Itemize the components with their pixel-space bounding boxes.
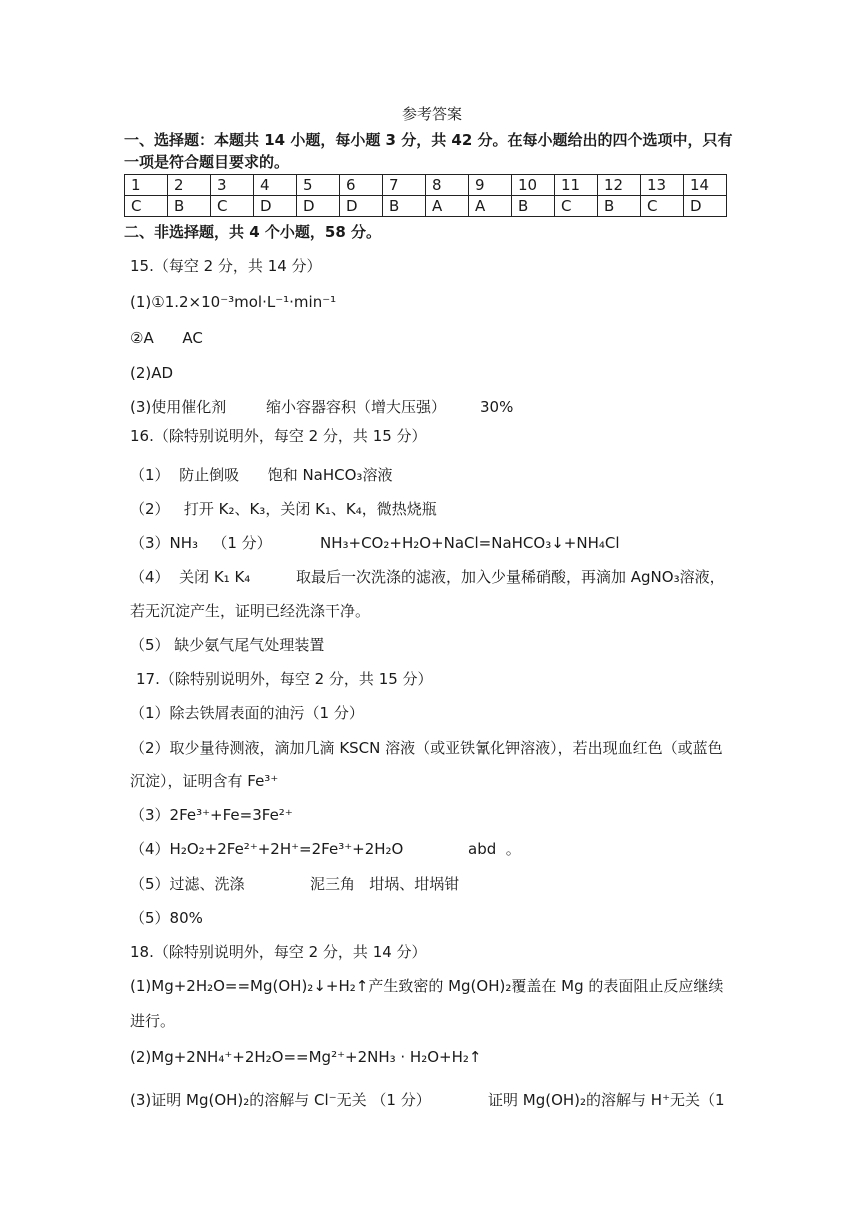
q18-line1: (1)Mg+2H₂O==Mg(OH)₂↓+H₂↑产生致密的 Mg(OH)₂覆盖在 Mg 的表面阻止反应继续 bbox=[130, 977, 724, 995]
q18-line4-part1: (3)证明 Mg(OH)₂的溶解与 Cl⁻无关 （1 分） bbox=[130, 1091, 431, 1109]
question-number: 10 bbox=[512, 175, 555, 196]
answer-cell: B bbox=[383, 196, 426, 217]
answer-cell: C bbox=[211, 196, 254, 217]
answer-cell: D bbox=[684, 196, 727, 217]
q16-line3-part2: NH₃+CO₂+H₂O+NaCl=NaHCO₃↓+NH₄Cl bbox=[320, 534, 620, 552]
section1-heading-line2: 一项是符合题目要求的。 bbox=[124, 153, 290, 171]
q17-header: 17.（除特别说明外，每空 2 分，共 15 分） bbox=[136, 670, 433, 688]
question-number: 14 bbox=[684, 175, 727, 196]
q17-line2: （2）取少量待测液，滴加几滴 KSCN 溶液（或亚铁氰化钾溶液），若出现血红色（或蓝色 bbox=[130, 739, 723, 757]
q17-line5-part2: abd 。 bbox=[468, 840, 521, 858]
q16-line4-part1: （4） 关闭 K₁ K₄ bbox=[130, 568, 251, 586]
q15-line4-part2: 缩小容器容积（增大压强） bbox=[266, 398, 447, 416]
answer-table bbox=[124, 174, 727, 217]
q17-line3: 沉淀），证明含有 Fe³⁺ bbox=[130, 772, 279, 790]
q17-line5-part1: （4）H₂O₂+2Fe²⁺+2H⁺=2Fe³⁺+2H₂O bbox=[130, 840, 404, 858]
question-number: 9 bbox=[469, 175, 512, 196]
q15-line1: (1)①1.2×10⁻³mol·L⁻¹·min⁻¹ bbox=[130, 293, 337, 311]
answer-cell: D bbox=[297, 196, 340, 217]
answer-cell: C bbox=[125, 196, 168, 217]
question-number: 5 bbox=[297, 175, 340, 196]
question-number: 4 bbox=[254, 175, 297, 196]
q17-line6-part1: （5）过滤、洗涤 bbox=[130, 875, 245, 893]
q15-line2: ②A AC bbox=[130, 329, 203, 347]
q18-line4-part2: 证明 Mg(OH)₂的溶解与 H⁺无关（1 bbox=[488, 1091, 725, 1109]
q15-line4-part3: 30% bbox=[480, 398, 514, 416]
answer-cell: B bbox=[168, 196, 211, 217]
answer-cell: C bbox=[555, 196, 598, 217]
question-number: 1 bbox=[125, 175, 168, 196]
q15-line3: (2)AD bbox=[130, 364, 174, 382]
q16-line2: （2） 打开 K₂、K₃，关闭 K₁、K₄，微热烧瓶 bbox=[130, 500, 437, 518]
question-number: 11 bbox=[555, 175, 598, 196]
answer-cell: A bbox=[426, 196, 469, 217]
answer-cell: D bbox=[340, 196, 383, 217]
question-number: 6 bbox=[340, 175, 383, 196]
answer-cell: B bbox=[512, 196, 555, 217]
q16-line5: 若无沉淀产生，证明已经洗涤干净。 bbox=[130, 602, 371, 620]
answer-row bbox=[125, 196, 727, 217]
question-number: 13 bbox=[641, 175, 684, 196]
q15-line4-part1: (3)使用催化剂 bbox=[130, 398, 227, 416]
q17-line6-part2: 泥三角 坩埚、坩埚钳 bbox=[310, 875, 460, 893]
answer-cell: D bbox=[254, 196, 297, 217]
answer-cell: C bbox=[641, 196, 684, 217]
q18-header: 18.（除特别说明外，每空 2 分，共 14 分） bbox=[130, 943, 427, 961]
section2-heading: 二、非选择题，共 4 个小题，58 分。 bbox=[124, 223, 381, 241]
question-number: 12 bbox=[598, 175, 641, 196]
answer-cell: A bbox=[469, 196, 512, 217]
q16-line3-part1: （3）NH₃ （1 分） bbox=[130, 534, 272, 552]
q16-line6: （5） 缺少氨气尾气处理装置 bbox=[130, 636, 325, 654]
q18-line3: (2)Mg+2NH₄⁺+2H₂O==Mg²⁺+2NH₃ · H₂O+H₂↑ bbox=[130, 1048, 482, 1066]
answer-cell: B bbox=[598, 196, 641, 217]
q16-line4-part2: 取最后一次洗涤的滤液，加入少量稀硝酸，再滴加 AgNO₃溶液， bbox=[296, 568, 725, 586]
q17-line4: （3）2Fe³⁺+Fe=3Fe²⁺ bbox=[130, 806, 293, 824]
q15-header: 15.（每空 2 分，共 14 分） bbox=[130, 257, 322, 275]
q17-line1: （1）除去铁屑表面的油污（1 分） bbox=[130, 704, 364, 722]
page-title: 参考答案 bbox=[402, 105, 463, 123]
question-number: 2 bbox=[168, 175, 211, 196]
question-number: 8 bbox=[426, 175, 469, 196]
q16-line1: （1） 防止倒吸 饱和 NaHCO₃溶液 bbox=[130, 466, 393, 484]
question-number: 7 bbox=[383, 175, 426, 196]
question-number-row bbox=[125, 175, 727, 196]
q18-line2: 进行。 bbox=[130, 1012, 176, 1030]
q16-header: 16.（除特别说明外，每空 2 分，共 15 分） bbox=[130, 427, 427, 445]
q17-line7: （5）80% bbox=[130, 909, 203, 927]
section1-heading-line1: 一、选择题：本题共 14 小题，每小题 3 分，共 42 分。在每小题给出的四个选项中，只有 bbox=[124, 131, 733, 149]
question-number: 3 bbox=[211, 175, 254, 196]
